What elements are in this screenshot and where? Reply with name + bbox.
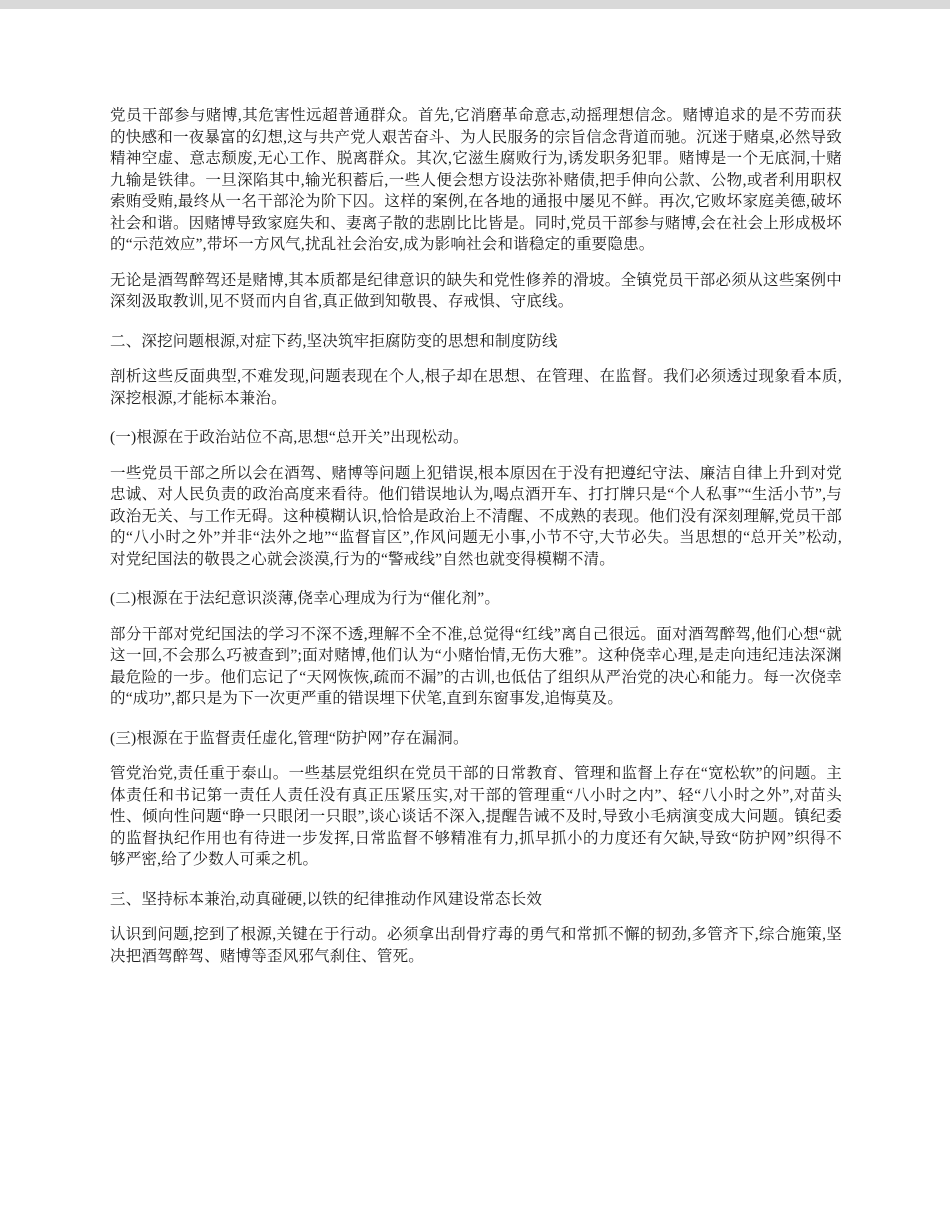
section-heading-two: 二、深挖问题根源,对症下药,坚决筑牢拒腐防变的思想和制度防线 [110,332,558,350]
paragraph-root-analysis-intro: 剖析这些反面典型,不难发现,问题表现在个人,根子却在思想、在管理、在监督。我们必须透过现象看本质,深挖根源,才能标本兼治。 [110,368,842,407]
paragraph-luck-mentality: 部分干部对党纪国法的学习不深不透,理解不全不准,总觉得“红线”离自己很远。面对酒驾醉驾,他们心想“就这一回,不会那么巧被查到”;面对赌博,他们认为“小赌怡情,无伤大雅”。这种侥幸心理,是走向违纪违法深渊最危险的一步。他们忘记了“天网恢恢,疏而不漏”的古训,也低估了组织从严治党的决心和能力。每一次侥幸的“成功”,都只是为下一次更严重的错误埋下伏笔,直到东窗事发,追悔莫及。 [110,625,842,707]
paragraph-political-stance: 一些党员干部之所以会在酒驾、赌博等问题上犯错误,根本原因在于没有把遵纪守法、廉洁自律上升到对党忠诚、对人民负责的政治高度来看待。他们错误地认为,喝点酒开车、打打牌只是“个人私事”“生活小节”,与政治无关、与工作无碍。这种模糊认识,恰恰是政治上不清醒、不成熟的表现。他们没有深刻理解,党员干部的“八小时之外”并非“法外之地”“监督盲区”,作风问题无小事,小节不守,大节必失。当思想的“总开关”松动,对党纪国法的敬畏之心就会淡漠,行为的“警戒线”自然也就变得模糊不清。 [110,464,842,568]
section-heading-three: 三、坚持标本兼治,动真碰硬,以铁的纪律推动作风建设常态长效 [110,890,543,908]
window-top-edge [0,0,950,9]
subsection-heading-one: (一)根源在于政治站位不高,思想“总开关”出现松动。 [110,429,469,446]
document-page [0,9,950,1230]
paragraph-discipline-essence: 无论是酒驾醉驾还是赌博,其本质都是纪律意识的缺失和党性修养的滑坡。全镇党员干部必须从这些案例中深刻汲取教训,见不贤而内自省,真正做到知敬畏、存戒惧、守底线。 [110,271,842,310]
subsection-heading-two: (二)根源在于法纪意识淡薄,侥幸心理成为行为“催化剂”。 [110,590,501,607]
paragraph-supervision-gaps: 管党治党,责任重于泰山。一些基层党组织在党员干部的日常教育、管理和监督上存在“宽松软”的问题。主体责任和书记第一责任人责任没有真正压紧压实,对干部的管理重“八小时之内”、轻“八小时之外”,对苗头性、倾向性问题“睁一只眼闭一只眼”,谈心谈话不深入,提醒告诫不及时,导致小毛病演变成大问题。镇纪委的监督执纪作用也有待进一步发挥,日常监督不够精准有力,抓早抓小的力度还有欠缺,导致“防护网”织得不够严密,给了少数人可乘之机。 [110,765,842,868]
paragraph-action-call: 认识到问题,挖到了根源,关键在于行动。必须拿出刮骨疗毒的勇气和常抓不懈的韧劲,多管齐下,综合施策,坚决把酒驾醉驾、赌博等歪风邪气刹住、管死。 [110,926,842,965]
subsection-heading-three: (三)根源在于监督责任虚化,管理“防护网”存在漏洞。 [110,729,469,747]
paragraph-gambling-harms: 党员干部参与赌博,其危害性远超普通群众。首先,它消磨革命意志,动摇理想信念。赌博追求的是不劳而获的快感和一夜暴富的幻想,这与共产党人艰苦奋斗、为人民服务的宗旨信念背道而驰。沉迷于赌桌,必然导致精神空虚、意志颓废,无心工作、脱离群众。其次,它滋生腐败行为,诱发职务犯罪。赌博是一个无底洞,十赌九输是铁律。一旦深陷其中,输光积蓄后,一些人便会想方设法弥补赌债,把手伸向公款、公物,或者利用职权索贿受贿,最终从一名干部沦为阶下囚。这样的案例,在各地的通报中屡见不鲜。再次,它败坏家庭美德,破坏社会和谐。因赌博导致家庭失和、妻离子散的悲剧比比皆是。同时,党员干部参与赌博,会在社会上形成极坏的“示范效应”,带坏一方风气,扰乱社会治安,成为影响社会和谐稳定的重要隐患。 [110,107,842,253]
